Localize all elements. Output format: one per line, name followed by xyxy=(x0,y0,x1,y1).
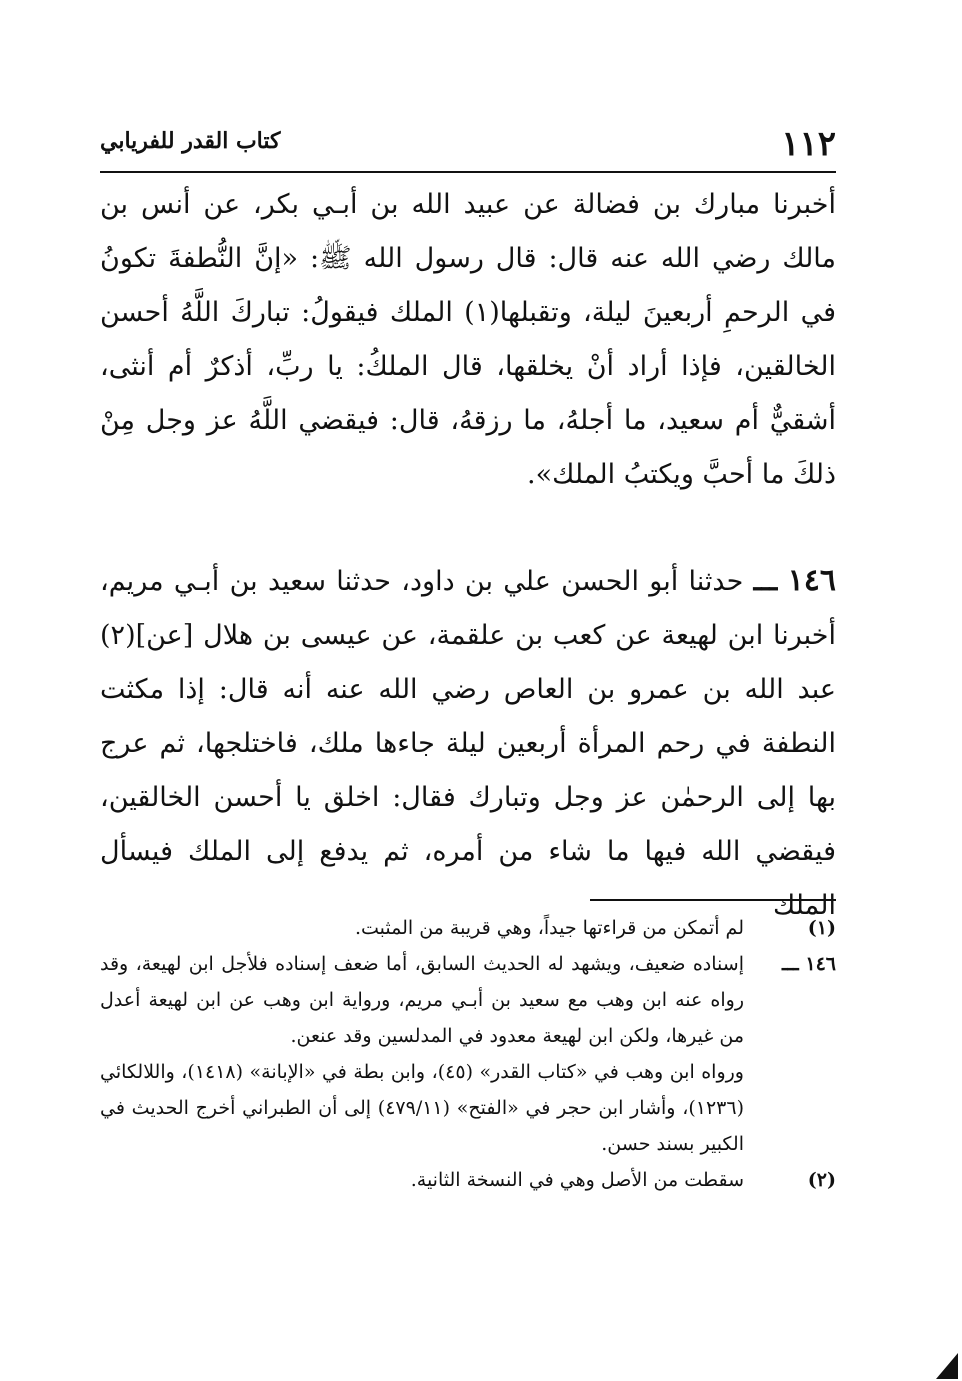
page-corner-mark xyxy=(936,1353,958,1379)
hadith-number: ١٤٦ xyxy=(787,563,836,598)
footnote-146 xyxy=(100,946,836,1054)
footnote-label: (٢) xyxy=(807,1169,836,1191)
footnote-label: (١) xyxy=(807,917,836,939)
footnote-1 xyxy=(100,910,836,946)
hadith-paragraph-146 xyxy=(100,554,836,933)
footnote-text: إسناده ضعيف، ويشهد له الحديث السابق، أما ضعف إسناده فلأجل ابن لهيعة، وقد رواه عنه ابن وهب مع سعيد بن أبـي مريم، ورواية ابن وهب عن ابن لهيعة أعدل من غيرها، ولكن ابن لهيعة معدود في المدلسين وقد عنعن. xyxy=(100,953,744,1047)
hadith-number-dash: ـــ xyxy=(753,566,778,597)
page-number: ١١٢ xyxy=(781,124,836,164)
hadith-text: حدثنا أبو الحسن علي بن داود، حدثنا سعيد بن أبـي مريم، أخبرنا ابن لهيعة عن كعب بن علقمة، عن عيسى بن هلال [عن](٢) عبد الله بن عمرو بن العاص رضي الله عنه أنه قال: إذا مكثت النطفة في رحم المرأة أربعين ليلة جاءها ملك، فاختلجها، ثم عرج بها إلى الرحمٰن عز وجل وتبارك فقال: اخلق يا أحسن الخالقين، فيقضي الله فيها ما شاء من أمره، ثم يدفع إلى الملك فيسأل الملك xyxy=(100,566,836,921)
footnotes xyxy=(100,910,836,1198)
page-header xyxy=(100,122,836,170)
footnote-text: ورواه ابن وهب في «كتاب القدر» (٤٥)، وابن بطة في «الإبانة» (١٤١٨)، واللالكائي (١٢٣٦)، وأشار ابن حجر في «الفتح» (٤٧٩/١١) إلى أن الطبراني أخرج الحديث في الكبير بسند حسن. xyxy=(100,1061,744,1155)
hadith-paragraph-continued: أخبرنا مبارك بن فضالة عن عبيد الله بن أبـي بكر، عن أنس بن مالك رضي الله عنه قال: قال رسول الله ﷺ: «إنَّ النُّطفةَ تكونُ في الرحمِ أربعينَ ليلة، وتقبلها(١) الملك فيقولُ: تباركَ اللَّهُ أحسن الخالقين، فإذا أراد أنْ يخلقها، قال الملكُ: يا ربِّ، أذكرٌ أم أنثى، أشقيٌّ أم سعيد، ما أجلهُ، ما رزقهُ، قال: فيقضي اللَّهُ عز وجل مِنْ ذلكَ ما أحبَّ ويكتبُ الملك». xyxy=(100,189,837,490)
footnote-146-continued xyxy=(100,1054,836,1162)
footnote-text: لم أتمكن من قراءتها جيداً، وهي قريبة من المثبت. xyxy=(354,917,744,939)
header-divider xyxy=(100,171,836,173)
footnote-text: سقطت من الأصل وهي في النسخة الثانية. xyxy=(410,1169,744,1191)
book-title: كتاب القدر للفريابي xyxy=(100,128,281,154)
footnote-divider xyxy=(590,899,836,901)
footnote-2 xyxy=(100,1162,836,1198)
footnote-label: ١٤٦ ـــ xyxy=(782,953,836,975)
